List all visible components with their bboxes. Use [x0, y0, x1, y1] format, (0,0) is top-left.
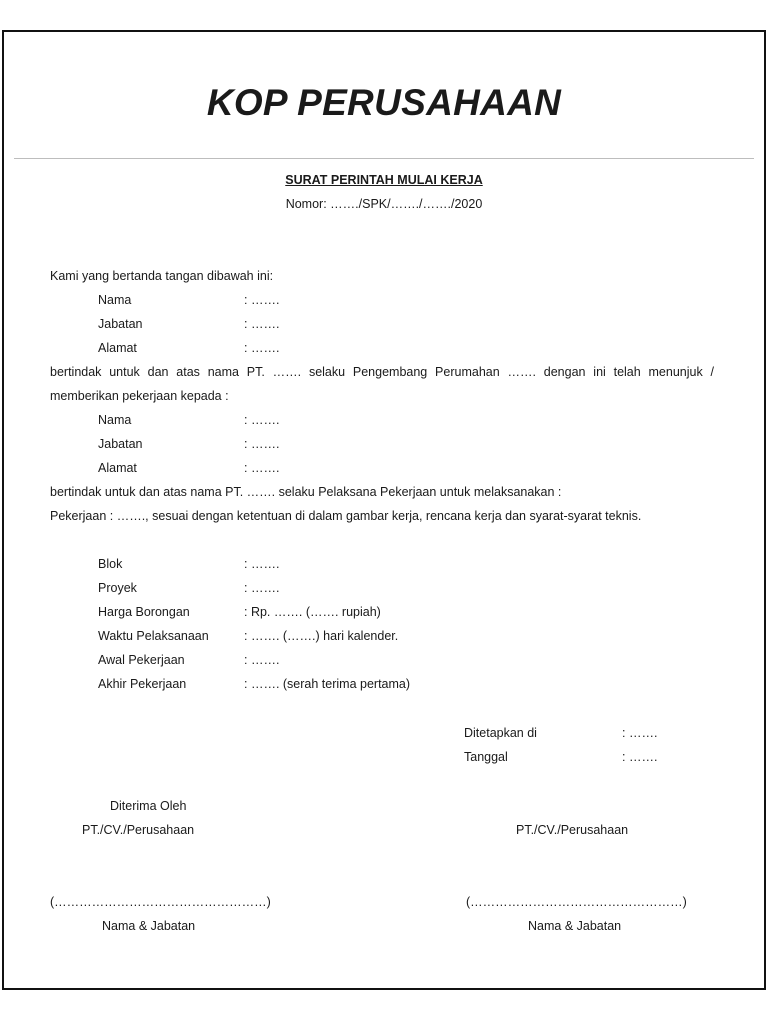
issued-place-label: Ditetapkan di	[464, 726, 537, 740]
detail-awal-label: Awal Pekerjaan	[98, 653, 185, 667]
detail-akhir-label: Akhir Pekerjaan	[98, 677, 187, 691]
left-name-title: Nama & Jabatan	[102, 919, 196, 933]
detail-harga-value: : Rp. ……. (……. rupiah)	[244, 605, 381, 619]
party-two-address-value: : …….	[244, 461, 280, 475]
left-signature-line: (……………………………………………)	[50, 895, 271, 909]
detail-blok-label: Blok	[98, 557, 123, 571]
received-by-label: Diterima Oleh	[110, 799, 187, 813]
letter-number: Nomor: ……./SPK/……./……./2020	[285, 197, 483, 211]
letterhead-divider	[14, 158, 754, 159]
issued-date-value: : …….	[622, 750, 658, 764]
party-one-name-label: Nama	[98, 293, 132, 307]
party-two-name-label: Nama	[98, 413, 132, 427]
detail-akhir-value: : ……. (serah terima pertama)	[244, 677, 411, 691]
right-signature-line: (……………………………………………)	[466, 895, 687, 909]
right-company-label: PT./CV./Perusahaan	[516, 823, 629, 837]
right-name-title: Nama & Jabatan	[528, 919, 622, 933]
letterhead-title: KOP PERUSAHAAN	[206, 82, 562, 123]
issued-place-value: : …….	[622, 726, 658, 740]
statement-three: Pekerjaan : ……., sesuai dengan ketentuan di dalam gambar kerja, rencana kerja dan syarat-syarat teknis.	[50, 509, 642, 523]
statement-two: bertindak untuk dan atas nama PT. ……. selaku Pelaksana Pekerjaan untuk melaksanakan :	[50, 485, 562, 499]
detail-proyek-value: : …….	[244, 581, 280, 595]
party-two-position-label: Jabatan	[98, 437, 143, 451]
party-two-address-label: Alamat	[98, 461, 137, 475]
party-one-position-value: : …….	[244, 317, 280, 331]
detail-blok-value: : …….	[244, 557, 280, 571]
detail-proyek-label: Proyek	[98, 581, 137, 595]
letter-title: SURAT PERINTAH MULAI KERJA	[285, 173, 483, 187]
statement-one: bertindak untuk dan atas nama PT. ……. selaku Pengembang Perumahan ……. dengan ini telah menunjuk / memberikan pekerjaan kepada :	[50, 365, 714, 403]
intro-text: Kami yang bertanda tangan dibawah ini:	[50, 269, 274, 283]
party-one-name-value: : …….	[244, 293, 280, 307]
detail-awal-value: : …….	[244, 653, 280, 667]
document-page	[2, 30, 766, 990]
party-two-position-value: : …….	[244, 437, 280, 451]
party-two-name-value: : …….	[244, 413, 280, 427]
left-company-label: PT./CV./Perusahaan	[82, 823, 195, 837]
party-one-position-label: Jabatan	[98, 317, 143, 331]
issued-date-label: Tanggal	[464, 750, 508, 764]
detail-waktu-value: : ……. (…….) hari kalender.	[244, 629, 399, 643]
detail-waktu-label: Waktu Pelaksanaan	[98, 629, 209, 643]
party-one-address-value: : …….	[244, 341, 280, 355]
detail-harga-label: Harga Borongan	[98, 605, 190, 619]
party-one-address-label: Alamat	[98, 341, 137, 355]
